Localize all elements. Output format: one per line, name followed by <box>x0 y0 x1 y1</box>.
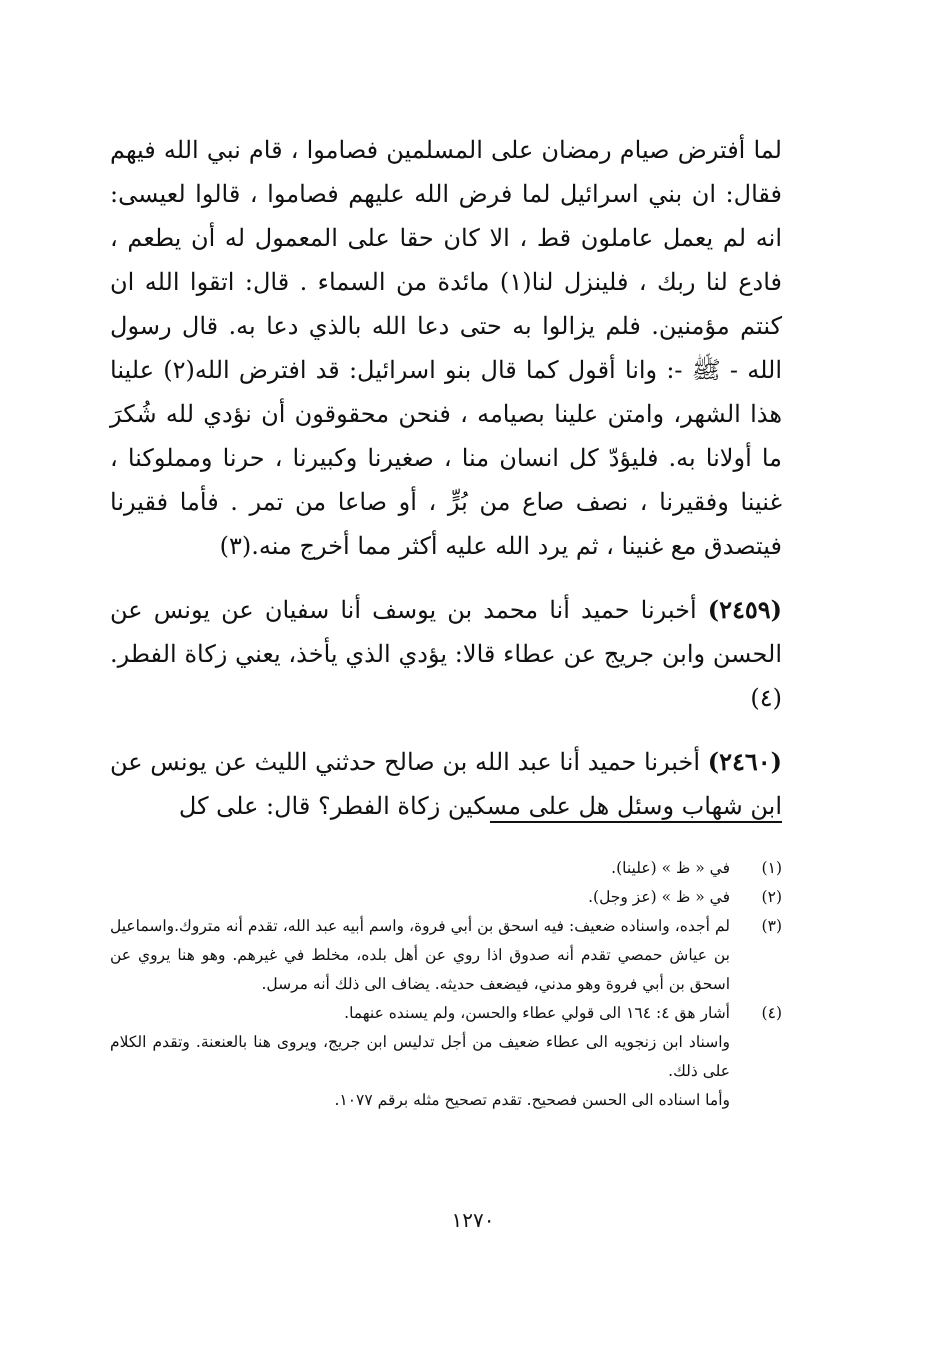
footnote-text: في « ظ » (عز وجل). <box>588 888 730 906</box>
footnote <box>110 854 782 883</box>
footnote <box>110 912 782 999</box>
footnote-text: وأما اسناده الى الحسن فصحيح. تقدم تصحيح مثله برقم ١٠٧٧. <box>334 1091 730 1109</box>
footnotes <box>110 854 782 1115</box>
hadith-number: (٢٤٦٠) <box>707 747 782 776</box>
footnote-number <box>730 1086 782 1115</box>
footnote-text: أشار هق ٤: ١٦٤ الى قولي عطاء والحسن، ولم يسنده عنهما. <box>344 1004 730 1022</box>
footnote-number <box>730 1028 782 1086</box>
footnote-number: (١) <box>761 859 782 877</box>
footnote-number: (٣) <box>761 917 782 935</box>
page-number: ١٢٧٠ <box>451 1208 495 1232</box>
footnote-separator <box>490 821 782 823</box>
footnote-number: (٢) <box>761 888 782 906</box>
footnote-continuation <box>110 1028 782 1086</box>
footnote <box>110 999 782 1028</box>
main-text <box>110 128 782 828</box>
footnote-continuation <box>110 1086 782 1115</box>
footnote-text: لم أجده، واسناده ضعيف: فيه اسحق بن أبي فروة، واسم أبيه عبد الله، تقدم أنه متروك.واسماعيل بن عياش حمصي تقدم أنه صدوق اذا روي عن أهل بلده، مخلط في غيرهم. وهو هنا يروي عن اسحق بن أبي فروة وهو مدني، فيضعف حديثه. يضاف الى ذلك أنه مرسل. <box>110 917 730 993</box>
footnote-number: (٤) <box>761 1004 782 1022</box>
paragraph-1: لما أفترض صيام رمضان على المسلمين فصاموا ، قام نبي الله فيهم فقال: ان بني اسرائيل لما فرض الله عليهم فصاموا ، قالوا لعيسى: انه لم يعمل عاملون قط ، الا كان حقا على المعمول له أن يطعم ، فادع لنا ربك ، فلينزل لنا(١) مائدة من السماء . قال: اتقوا الله ان كنتم مؤمنين. فلم يزالوا به حتى دعا الله بالذي دعا به. قال رسول الله - ﷺ -: وانا أقول كما قال بنو اسرائيل: قد افترض الله(٢) علينا هذا الشهر، وامتن علينا بصيامه ، فنحن محقوقون أن نؤدي لله شُكرَ ما أولانا به. فليؤدّ كل انسان منا ، صغيرنا وكبيرنا ، حرنا ومملوكنا ، غنينا وفقيرنا ، نصف صاع من بُرٍّ ، أو صاعا من تمر . فأما فقيرنا فيتصدق مع غنينا ، ثم يرد الله عليه أكثر مما أخرج منه.(٣) <box>110 136 783 560</box>
hadith-text: أخبرنا حميد أنا محمد بن يوسف أنا سفيان عن يونس عن الحسن وابن جريج عن عطاء قالا: يؤدي الذي يأخذ، يعني زكاة الفطر.(٤) <box>110 596 782 712</box>
footnote-text: في « ظ » (علينا). <box>611 859 730 877</box>
hadith-number: (٢٤٥٩) <box>707 595 782 624</box>
hadith-2460 <box>110 740 782 828</box>
footnote-text: واسناد ابن زنجويه الى عطاء ضعيف من أجل تدليس ابن جريج، ويروى هنا بالعنعنة. وتقدم الكلام على ذلك. <box>110 1033 730 1080</box>
footnote <box>110 883 782 912</box>
hadith-2459 <box>110 588 782 720</box>
hadith-text: أخبرنا حميد أنا عبد الله بن صالح حدثني الليث عن يونس عن ابن شهاب وسئل هل على مسكين زكاة الفطر؟ قال: على كل <box>110 748 782 820</box>
